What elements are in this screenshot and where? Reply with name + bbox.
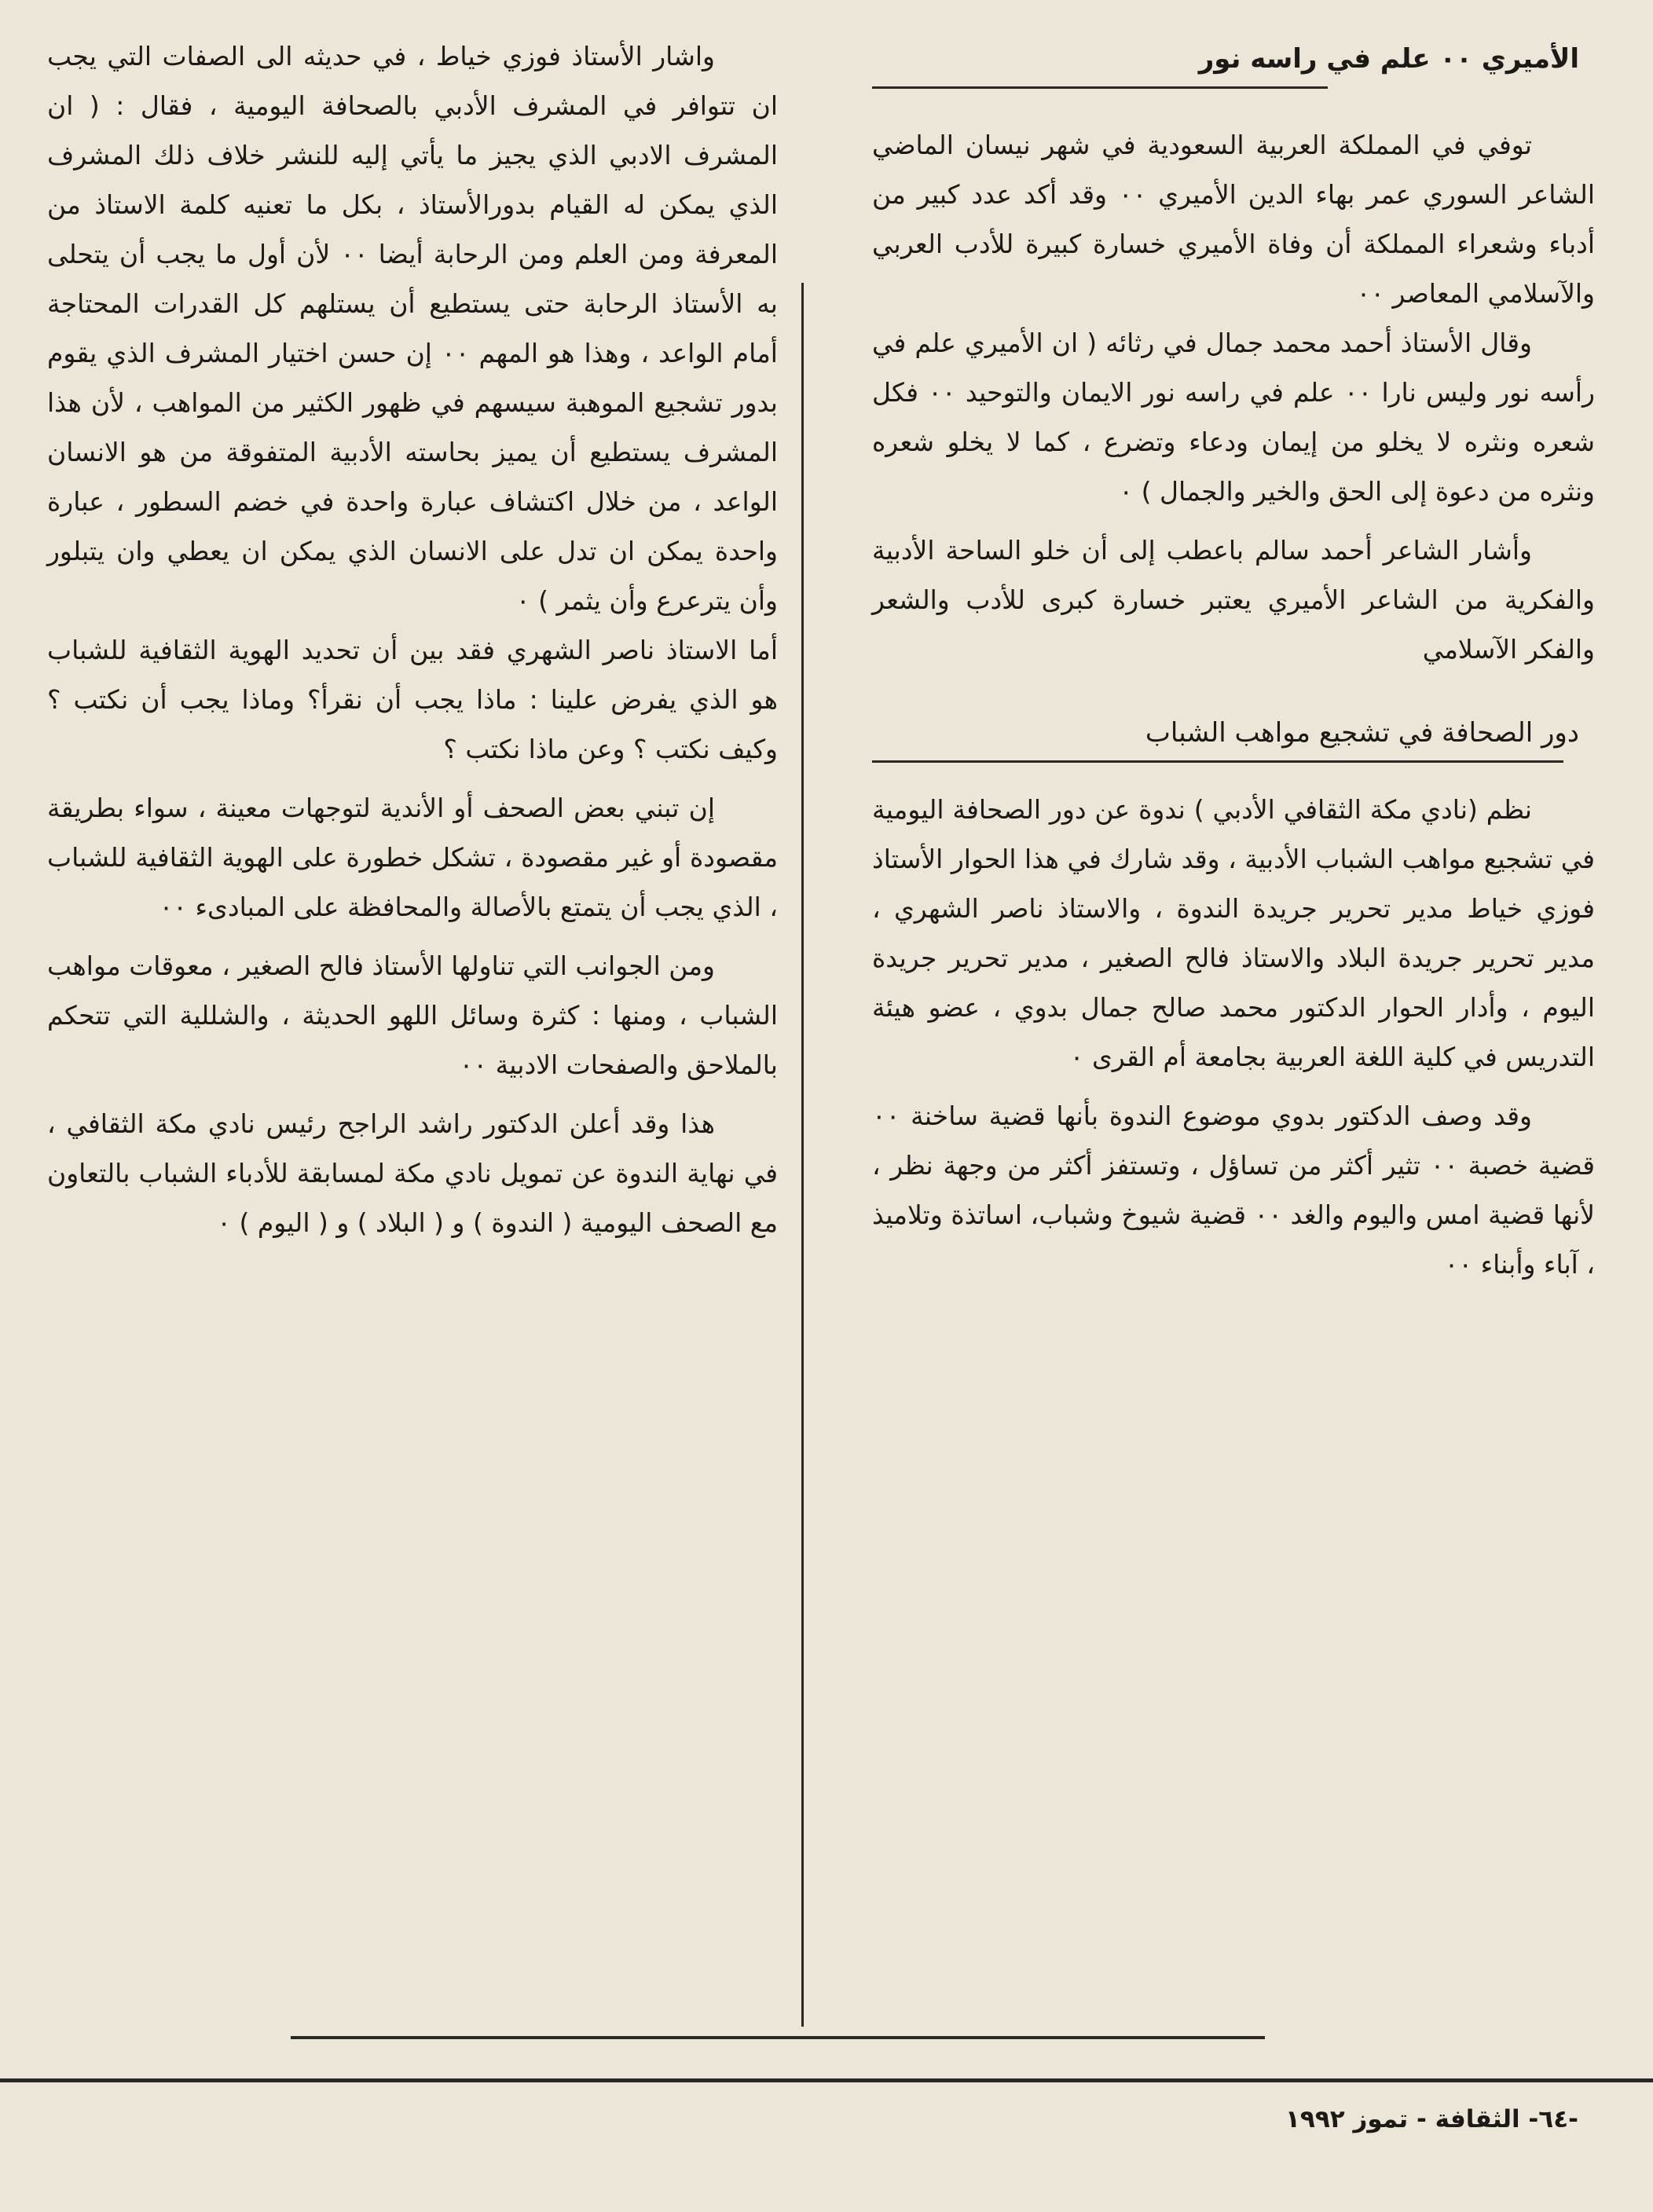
paragraph: توفي في المملكة العربية السعودية في شهر نيسان الماضي الشاعر السوري عمر بهاء الدين الأميري ٠٠ وقد أكد عدد كبير من أدباء وشعراء المملكة أن وفاة الأميري خسارة كبيرة للأدب العربي والآسلامي المعاصر ٠٠: [872, 130, 1595, 309]
column-divider: [801, 283, 804, 2027]
paragraph: ومن الجوانب التي تناولها الأستاذ فالح الصغير ، معوقات مواهب الشباب ، ومنها : كثرة وسائل اللهو الحديثة ، والشللية التي تتحكم بالملاحق والصفحات الادبية ٠٠: [47, 950, 778, 1080]
paragraph: وأشار الشاعر أحمد سالم باعطب إلى أن خلو الساحة الأدبية والفكرية من الشاعر الأميري يعتبر خسارة كبرى للأدب والشعر والفكر الآسلامي: [872, 535, 1595, 665]
left-column: [47, 31, 778, 1247]
footer-rule: [0, 2078, 1653, 2082]
heading-amiri: الأميري ٠٠ علم في راسه نور: [1198, 43, 1579, 75]
heading-youth-press: دور الصحافة في تشجيع مواهب الشباب: [1145, 717, 1579, 749]
page-footer: -٦٤- الثقافة - تموز ١٩٩٢: [1285, 2105, 1578, 2133]
paragraph: وقد وصف الدكتور بدوي موضوع الندوة بأنها قضية ساخنة ٠٠ قضية خصبة ٠٠ تثير أكثر من تساؤل ، وتستفز أكثر من وجهة نظر ، لأنها قضية امس واليوم والغد ٠٠ قضية شيوخ وشباب، اساتذة وتلاميذ ، آباء وأبناء ٠٠: [872, 1101, 1595, 1280]
paragraph: نظم (نادي مكة الثقافي الأدبي ) ندوة عن دور الصحافة اليومية في تشجيع مواهب الشباب الأدبية ، وقد شارك في هذا الحوار الأستاذ فوزي خياط مدير تحرير جريدة الندوة ، والاستاذ ناصر الشهري ، مدير تحرير جريدة البلاد والاستاذ فالح الصغير ، مدير تحرير جريدة اليوم ، وأدار الحوار الدكتور محمد صالح جمال بدوي ، عضو هيئة التدريس في كلية اللغة العربية بجامعة أم القرى ٠: [872, 794, 1595, 1072]
paragraph: وقال الأستاذ أحمد محمد جمال في رثائه ( ان الأميري علم في رأسه نور وليس نارا ٠٠ علم في راسه نور الايمان والتوحيد ٠٠ فكل شعره ونثره لا يخلو من إيمان ودعاء وتضرع ، كما لا يخلو شعره ونثره من دعوة إلى الحق والخير والجمال ) ٠: [872, 328, 1595, 507]
paragraph: أما الاستاذ ناصر الشهري فقد بين أن تحديد الهوية الثقافية للشباب هو الذي يفرض علينا : ماذا يجب أن نقرأ؟ وماذا يجب أن نكتب ؟ وكيف نكتب ؟ وعن ماذا نكتب ؟: [47, 635, 778, 764]
paragraph: هذا وقد أعلن الدكتور راشد الراجح رئيس نادي مكة الثقافي ، في نهاية الندوة عن تمويل نادي مكة لمسابقة للأدباء الشباب بالتعاون مع الصحف اليومية ( الندوة ) و ( البلاد ) و ( اليوم ) ٠: [47, 1108, 778, 1238]
section-end-rule: [291, 2036, 1265, 2039]
right-column: [872, 31, 1595, 1289]
paragraph: واشار الأستاذ فوزي خياط ، في حديثه الى الصفات التي يجب ان تتوافر في المشرف الأدبي بالصحافة اليومية ، فقال : ( ان المشرف الادبي الذي يجيز ما يأتي إليه للنشر خلاف ذلك المشرف الذي يمكن له القيام بدورالأستاذ ، بكل ما تعنيه كلمة الاستاذ من المعرفة ومن العلم ومن الرحابة أيضا ٠٠ لأن أول ما يجب أن يتحلى به الأستاذ الرحابة حتى يستطيع أن يستلهم كل القدرات المحتاجة أمام الواعد ، وهذا هو المهم ٠٠ إن حسن اختيار المشرف الذي يقوم بدور تشجيع الموهبة سيسهم في ظهور الكثير من المواهب ، لأن هذا المشرف يستطيع أن يميز بحاسته الأدبية المتفوقة من هو الانسان الواعد ، من خلال اكتشاف عبارة واحدة في خضم السطور ، عبارة واحدة يمكن ان تدل على الانسان الذي يمكن ان يعطي وان يتبلور وأن يترعرع وأن يثمر ) ٠: [47, 41, 778, 616]
paragraph: إن تبني بعض الصحف أو الأندية لتوجهات معينة ، سواء بطريقة مقصودة أو غير مقصودة ، تشكل خطورة على الهوية الثقافية للشباب ، الذي يجب أن يتمتع بالأصالة والمحافظة على المبادىء ٠٠: [47, 793, 778, 922]
